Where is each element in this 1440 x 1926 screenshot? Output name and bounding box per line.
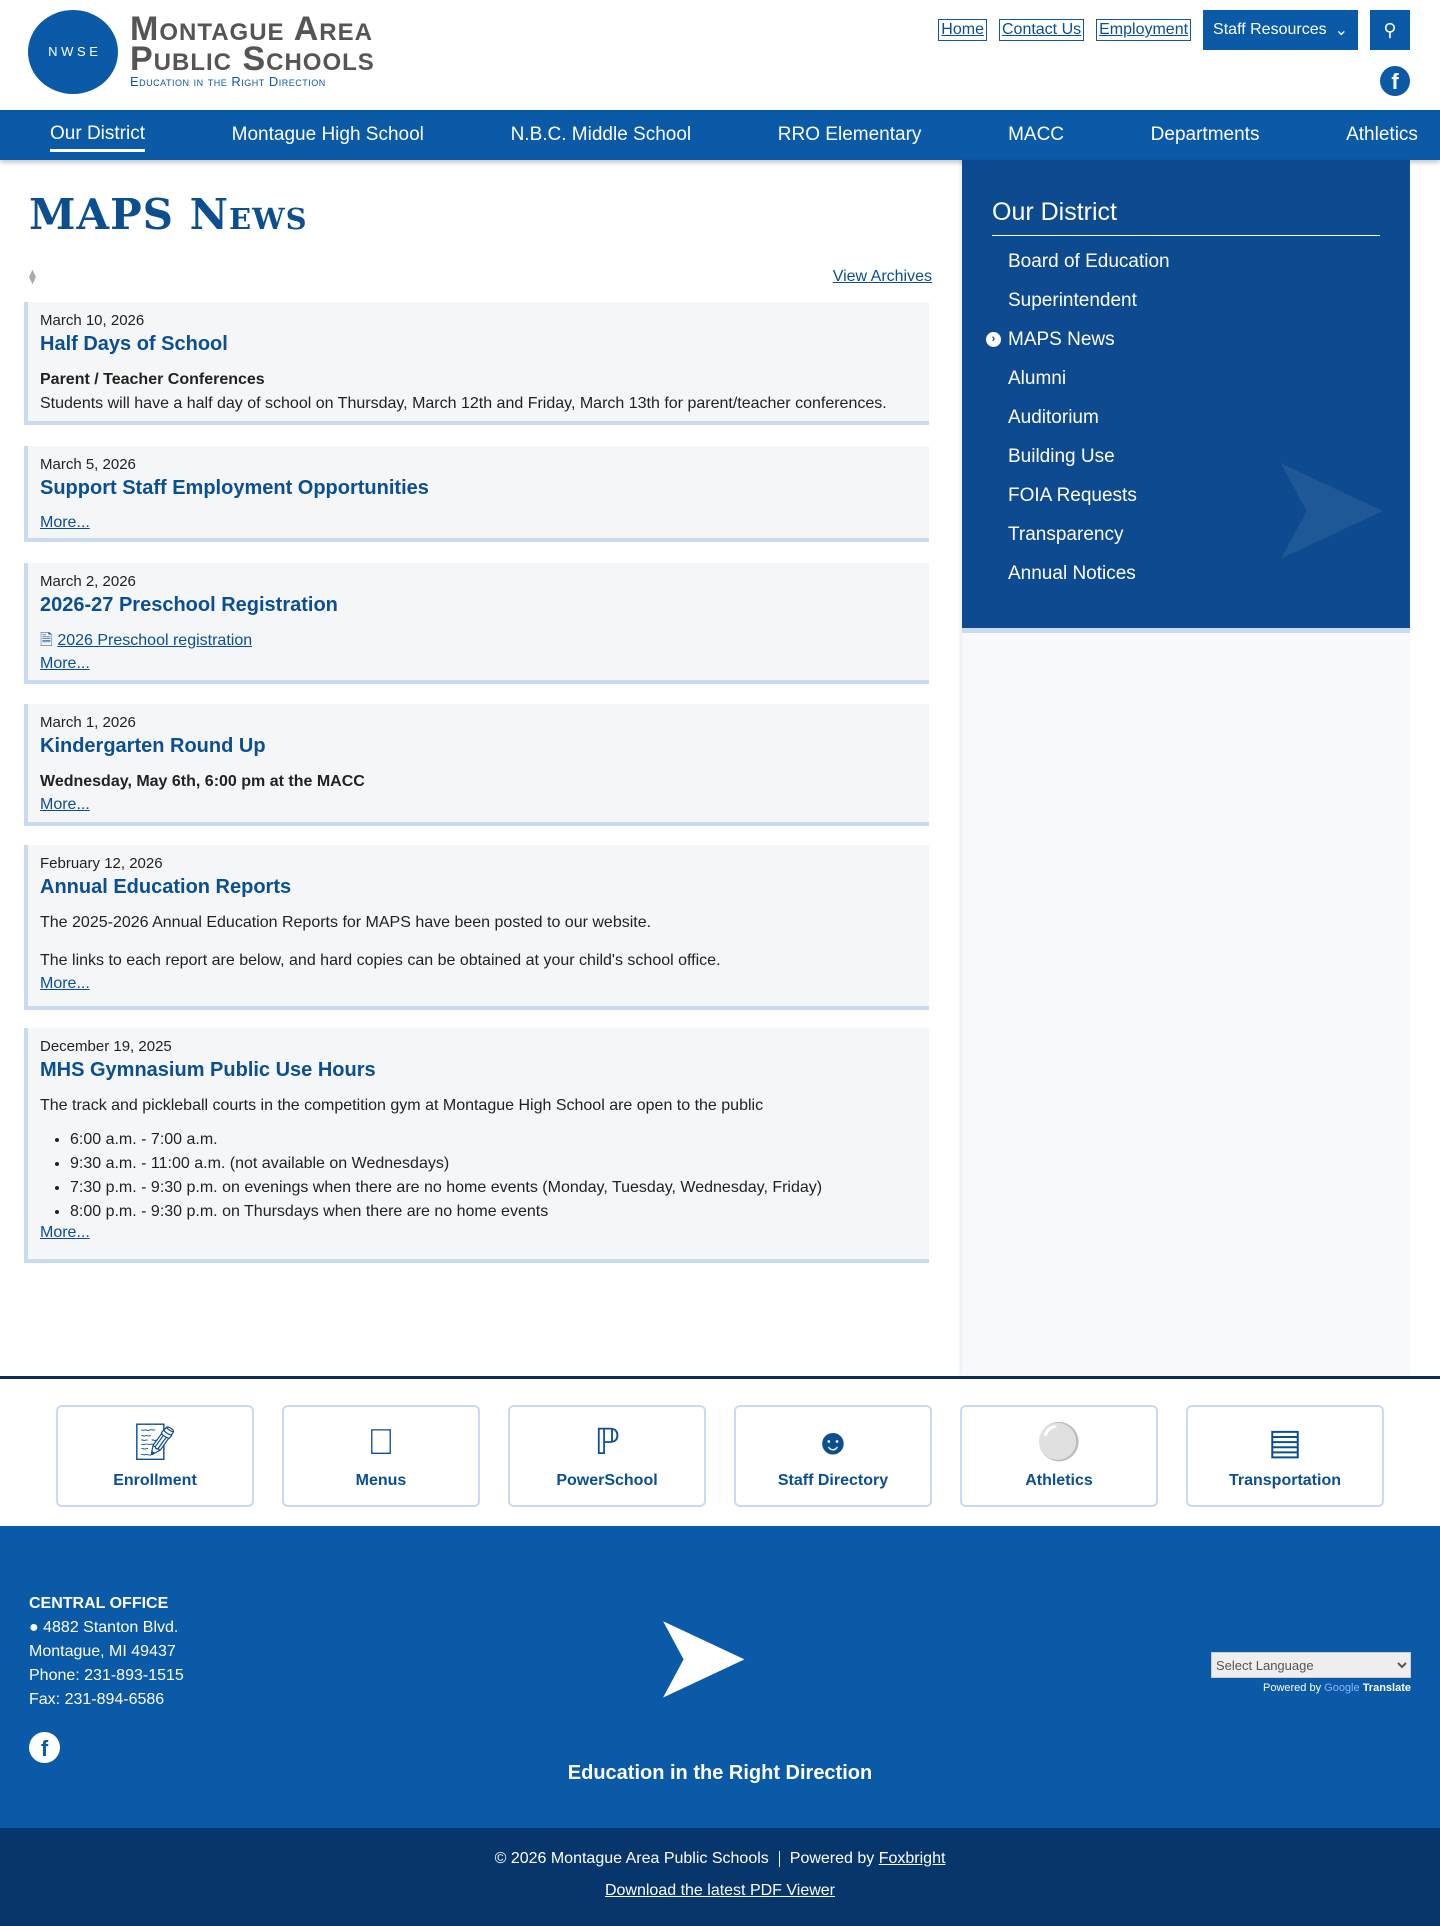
nav-our-district[interactable]: Our District [50,119,145,152]
sidebar-item-label: MAPS News [1008,329,1115,350]
news-body: The links to each report are below, and hard copies can be obtained at your child's school office. [40,952,721,969]
news-date: December 19, 2025 [40,1038,172,1055]
news-title[interactable]: MHS Gymnasium Public Use Hours [40,1059,376,1081]
bottom-bar [0,1828,1440,1926]
sidebar-item-label: Auditorium [1008,407,1099,428]
powerschool-icon: ℙ [594,1421,620,1462]
news-item [24,446,929,542]
quick-link-label: PowerSchool [556,1472,658,1489]
sidebar-item-label: FOIA Requests [1008,485,1137,506]
hours-item: • 8:00 p.m. - 9:30 p.m. on Thursdays when there are no home events [70,1200,917,1224]
address-line2: Montague, MI 49437 [29,1643,176,1660]
sidebar-item-auditorium[interactable] [992,398,1380,437]
menus-button[interactable] [282,1405,480,1507]
nav-montague-high-school[interactable]: Montague High School [231,124,424,145]
powered-by-label: Powered by [1262,1682,1322,1694]
fax: Fax: 231-894-6586 [29,1691,165,1708]
sidebar-item-transparency[interactable] [992,515,1380,554]
powered-by-label: Powered by [789,1850,875,1867]
search-button[interactable] [1370,10,1410,50]
sidebar-item-maps-news[interactable] [992,320,1380,359]
logo-line2: Public Schools [130,40,375,78]
quick-link-label: Athletics [1025,1472,1093,1489]
translate-link[interactable]: Translate [1362,1682,1411,1694]
main-content [0,160,962,1376]
football-icon: ⚪ [1036,1421,1082,1462]
logo-line1: Montague Area [130,10,373,48]
quick-link-label: Transportation [1228,1472,1341,1489]
hours-item: • 9:30 a.m. - 11:00 a.m. (not available on Wednesdays) [70,1152,917,1176]
news-item [24,563,929,684]
news-title[interactable]: 2026-27 Preschool Registration [40,594,338,616]
attachment-link[interactable]: 2026 Preschool registration [57,632,253,649]
news-item [24,1028,929,1263]
news-date: February 12, 2026 [40,855,163,872]
bus-icon: ▤ [1267,1421,1302,1462]
home-link[interactable]: Home [938,19,987,41]
google-logo: Google [1324,1682,1360,1694]
sidebar-item-foia-requests[interactable] [992,476,1380,515]
quick-link-label: Enrollment [113,1472,197,1489]
office-title: CENTRAL OFFICE [29,1595,169,1612]
news-body: The track and pickleball courts in the competition gym at Montague High School are open to the public [40,1097,764,1114]
enrollment-button[interactable] [56,1405,254,1507]
sidebar [962,160,1410,1376]
more-link[interactable]: More... [40,975,90,992]
facebook-icon[interactable]: f [1380,66,1410,96]
map-marker-icon: ● [29,1619,39,1636]
news-item [24,302,929,425]
sidebar-item-label: Alumni [1008,368,1067,389]
employment-link[interactable]: Employment [1096,19,1191,41]
staff-resources-button[interactable] [1203,10,1358,50]
phone: Phone: 231-893-1515 [29,1667,184,1684]
nav-macc[interactable]: MACC [1008,124,1065,145]
more-link[interactable]: More... [40,655,90,672]
sidebar-title[interactable]: Our District [992,198,1380,236]
powerschool-button[interactable] [508,1405,706,1507]
logo-tagline: Education in the Right Direction [130,74,326,89]
header [0,0,1440,110]
more-link[interactable]: More... [40,514,90,531]
more-link[interactable]: More... [40,1224,90,1241]
footer [0,1526,1440,1828]
news-date: March 10, 2026 [40,312,145,329]
footer-tagline: Education in the Right Direction [567,1762,873,1784]
news-item [24,704,929,826]
news-body: The 2025-2026 Annual Education Reports for MAPS have been posted to our website. [40,914,652,931]
nav-departments[interactable]: Departments [1150,124,1260,145]
news-subtitle: Wednesday, May 6th, 6:00 pm at the MACC [40,773,365,790]
pdf-file-icon: 🗎 [40,632,53,649]
sidebar-item-board-of-education[interactable] [992,242,1380,281]
nav-nbc-middle-school[interactable]: N.B.C. Middle School [510,124,692,145]
hours-item: • 7:30 p.m. - 9:30 p.m. on evenings when there are no home events (Monday, Tuesday, Wednesday, Friday) [70,1176,917,1200]
facebook-icon[interactable]: f [29,1732,60,1763]
sidebar-item-alumni[interactable] [992,359,1380,398]
language-select[interactable] [1211,1652,1411,1678]
news-date: March 1, 2026 [40,714,136,731]
pdf-viewer-link[interactable]: Download the latest PDF Viewer [604,1882,836,1899]
hours-item: • 6:00 a.m. - 7:00 a.m. [70,1128,917,1152]
news-body: Students will have a half day of school on Thursday, March 12th and Friday, March 13th for parent/teacher conferences. [40,395,887,412]
more-link[interactable]: More... [40,796,90,813]
staff-resources-label: Staff Resources [1213,21,1327,38]
rss-icon[interactable]: ⧫ [29,268,36,284]
chevron-down-icon: ⌄ [1334,22,1348,39]
transportation-button[interactable] [1186,1405,1384,1507]
sidebar-item-annual-notices[interactable] [992,554,1380,593]
divider [779,1851,780,1867]
copyright: © 2026 Montague Area Public Schools [494,1850,769,1867]
sidebar-item-label: Transparency [1008,524,1124,545]
news-title[interactable]: Half Days of School [40,333,228,355]
form-edit-icon: 📝︎ [132,1421,178,1462]
main-nav [0,110,1440,160]
quick-links [0,1376,1440,1526]
search-icon: ⚲ [1383,19,1397,40]
nav-athletics[interactable]: Athletics [1346,124,1418,145]
address-line1: 4882 Stanton Blvd. [43,1619,179,1636]
staff-directory-button[interactable] [734,1405,932,1507]
foxbright-link[interactable]: Foxbright [878,1850,946,1867]
news-title[interactable]: Support Staff Employment Opportunities [40,477,429,499]
news-title[interactable]: Annual Education Reports [40,876,292,898]
nav-rro-elementary[interactable]: RRO Elementary [777,124,922,145]
sidebar-item-label: Building Use [1008,446,1115,467]
athletics-button[interactable] [960,1405,1158,1507]
sidebar-item-label: Annual Notices [1008,563,1136,584]
sidebar-item-label: Board of Education [1008,251,1170,272]
sidebar-item-label: Superintendent [1008,290,1137,311]
weathervane-emblem-icon: ➤ [649,1589,751,1723]
news-subtitle: Parent / Teacher Conferences [40,371,265,388]
chevron-right-circle-icon: › [986,332,1001,347]
logo[interactable] [28,10,375,94]
news-title[interactable]: Kindergarten Round Up [40,735,266,757]
sidebar-item-building-use[interactable] [992,437,1380,476]
news-date: March 5, 2026 [40,456,136,473]
quick-link-label: Menus [355,1452,407,1469]
quick-link-label: Staff Directory [777,1472,889,1489]
weathervane-logo-icon: N W S E [28,10,118,94]
news-date: March 2, 2026 [40,573,136,590]
users-icon: ☻ [814,1421,852,1462]
weathervane-watermark-icon: ➤ [1264,422,1390,590]
page-title: MAPS News [29,190,308,239]
sidebar-item-superintendent[interactable] [992,281,1380,320]
apple-icon [368,1422,395,1462]
view-archives-link[interactable]: View Archives [832,268,932,285]
contact-us-link[interactable]: Contact Us [999,19,1084,41]
news-item [24,845,929,1010]
